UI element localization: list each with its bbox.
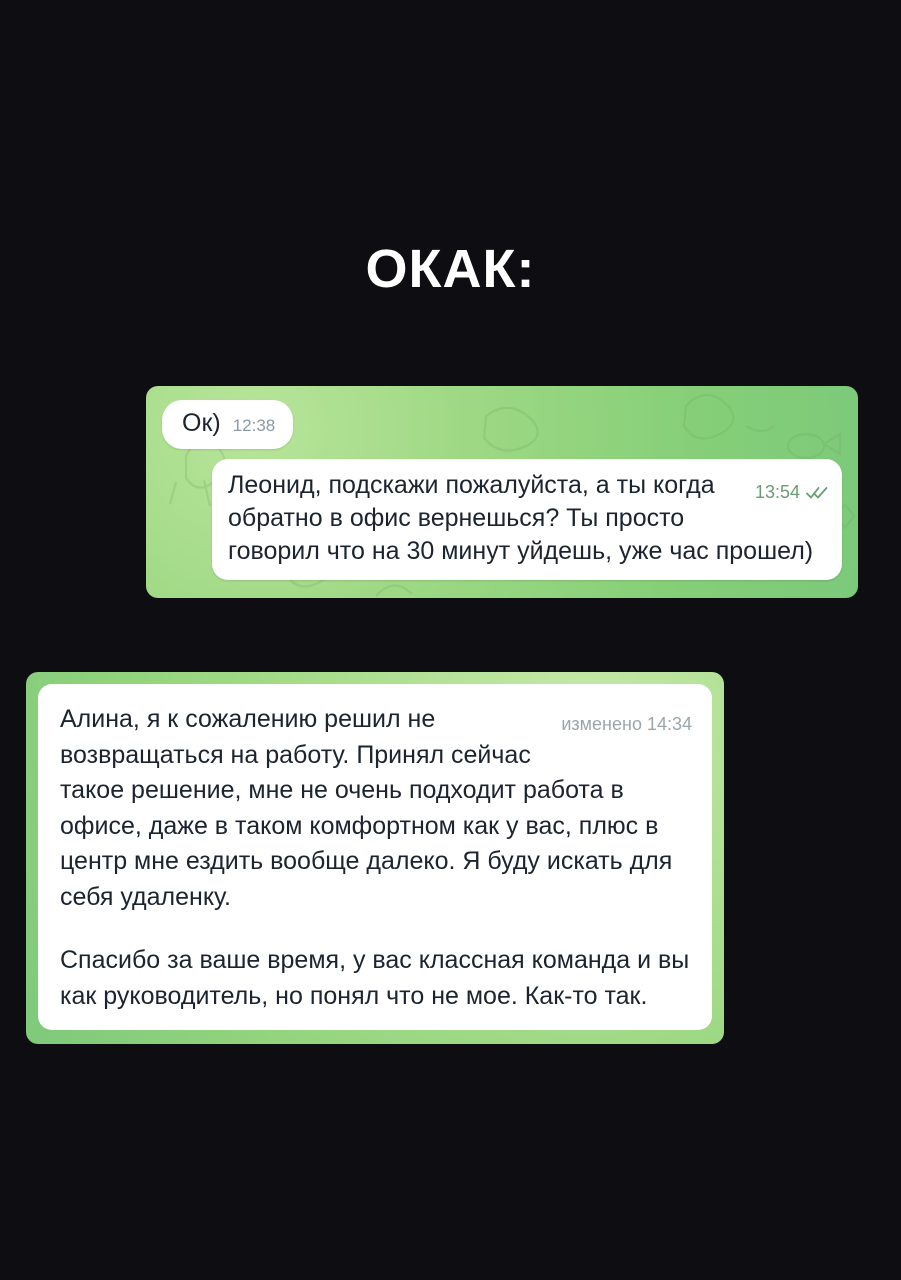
message-text: Ок) xyxy=(182,409,221,437)
double-check-icon xyxy=(806,486,828,500)
message-row-incoming xyxy=(146,386,858,449)
message-row-outgoing xyxy=(146,449,858,598)
message-meta xyxy=(755,481,828,505)
chat-screenshot-bottom xyxy=(26,672,724,1044)
message-paragraph-2: Спасибо за ваше время, у вас классная команда и вы как руководитель, но понял что не мое. Как-то так. xyxy=(60,946,690,1010)
message-bubble-resignation[interactable] xyxy=(38,684,712,1030)
message-text: Леонид, подскажи пожалуйста, а ты когда обратно в офис вернешься? Ты просто говорил что на 30 минут уйдешь, уже час прошел) xyxy=(228,471,814,565)
message-paragraph-1: Алина, я к сожалению решил не возвращаться на работу. Принял сейчас такое решение, мне не очень подходит работа в офисе, даже в таком комфортном как у вас, плюс в центр мне ездить вообще далеко. Я буду искать для себя удаленку. xyxy=(60,705,673,911)
message-time: 13:54 xyxy=(754,482,800,502)
message-time: 12:38 xyxy=(232,416,276,435)
message-bubble-question[interactable] xyxy=(212,459,842,580)
page-title: ОКАК: xyxy=(365,239,536,299)
message-bubble-ok[interactable] xyxy=(162,400,293,449)
message-edited-label: изменено 14:34 xyxy=(561,714,692,734)
chat-screenshot-top xyxy=(146,386,858,598)
